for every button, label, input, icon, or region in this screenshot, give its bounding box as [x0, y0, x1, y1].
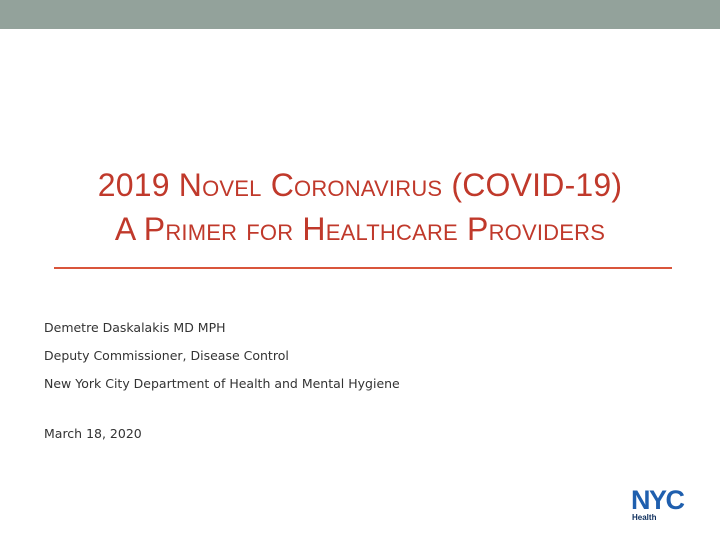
slide-title — [0, 163, 720, 251]
logo-brand-text: NYC — [631, 485, 684, 515]
title-divider — [54, 267, 672, 269]
title-line-1: 2019 Novel Coronavirus (COVID-19) — [97, 167, 623, 203]
presentation-date: March 18, 2020 — [44, 426, 142, 441]
presenter-name: Demetre Daskalakis MD MPH — [44, 320, 226, 335]
presenter-organization: New York City Department of Health and Mental Hygiene — [44, 376, 400, 391]
presenter-role: Deputy Commissioner, Disease Control — [44, 348, 289, 363]
top-accent-bar — [0, 0, 720, 29]
nyc-health-logo — [631, 487, 710, 523]
presenter-info — [44, 317, 400, 451]
logo-sub-text: Health — [632, 513, 657, 522]
title-line-2: A Primer for Healthcare Providers — [114, 211, 606, 247]
